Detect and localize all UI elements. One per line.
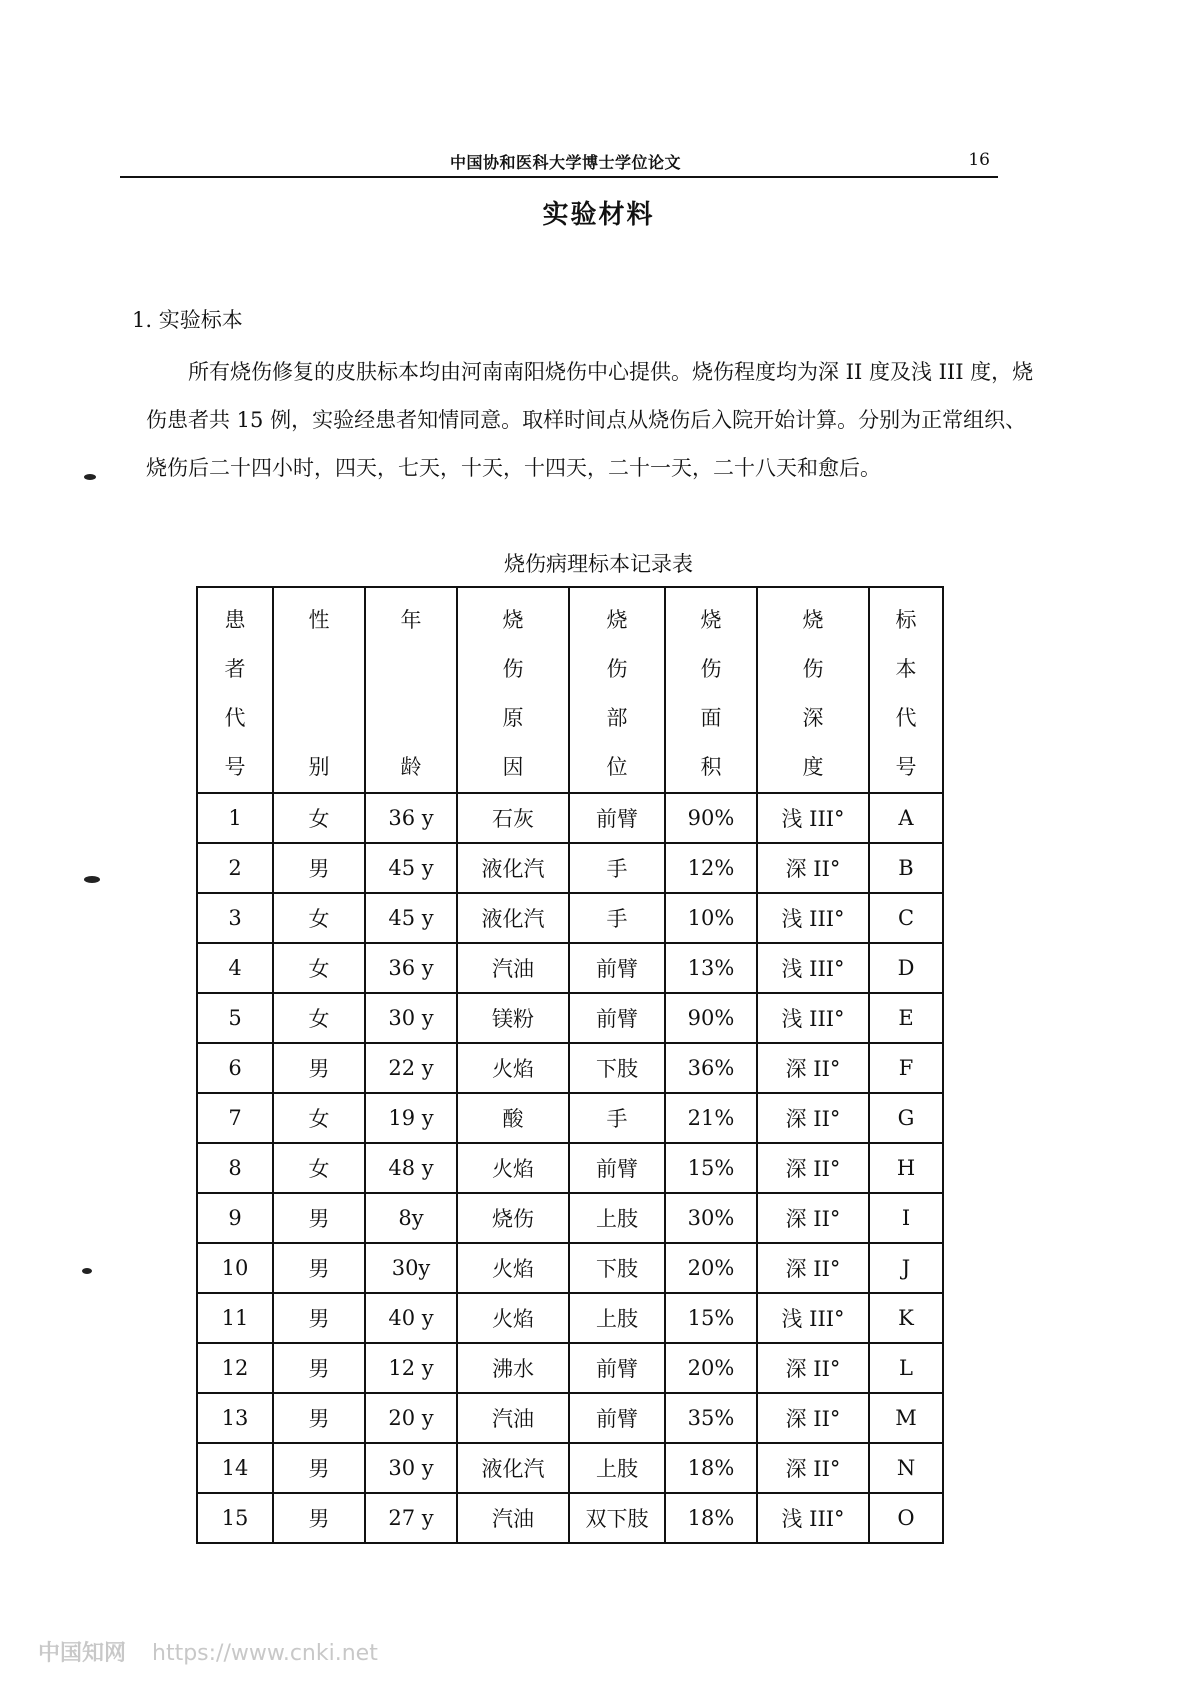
table-cell: 男 (273, 1193, 365, 1243)
header-char: 因 (502, 755, 524, 779)
table-cell: 前臂 (569, 1143, 665, 1193)
header-char: 度 (802, 755, 824, 779)
header-char: 烧 (606, 608, 628, 632)
header-char: 龄 (400, 755, 422, 779)
table-cell: 深 II° (757, 1243, 869, 1293)
table-cell: 汽油 (457, 1393, 569, 1443)
header-char (274, 645, 364, 694)
section-title: 实验材料 (542, 200, 655, 230)
table-cell: I (869, 1193, 943, 1243)
table-cell: 前臂 (569, 1343, 665, 1393)
header-char: 原 (502, 706, 524, 730)
subsection-heading: 1. 实验标本 (132, 308, 243, 332)
paragraph-text: 所有烧伤修复的皮肤标本均由河南南阳烧伤中心提供。烧伤程度均为深 II 度及浅 III 度，烧伤患者共 15 例，实验经患者知情同意。取样时间点从烧伤后入院开始计算。分别为正常组织、烧伤后二十四小时，四天，七天，十天，十四天，二十一天，二十八天和愈后。 (146, 360, 1034, 480)
scan-speck (84, 474, 96, 480)
header-char: 烧 (802, 608, 824, 632)
table-cell: 浅 III° (757, 793, 869, 843)
table-header-row (197, 587, 943, 793)
table-cell: D (869, 943, 943, 993)
table-row (197, 1093, 943, 1143)
table-cell: 浅 III° (757, 993, 869, 1043)
table-cell: 上肢 (569, 1443, 665, 1493)
header-char: 号 (895, 755, 917, 779)
table-cell: 1 (197, 793, 273, 843)
header-char: 性 (308, 608, 330, 632)
page-number: 16 (968, 150, 990, 170)
table-cell: 下肢 (569, 1243, 665, 1293)
table-cell: 48 y (365, 1143, 457, 1193)
table-row (197, 1043, 943, 1093)
header-char: 者 (224, 657, 246, 681)
table-row (197, 1143, 943, 1193)
table-cell: M (869, 1393, 943, 1443)
table-cell: 15% (665, 1293, 757, 1343)
table-cell: 手 (569, 893, 665, 943)
header-char: 积 (700, 755, 722, 779)
header-char: 伤 (802, 657, 824, 681)
header-char: 年 (400, 608, 422, 632)
table-cell: 90% (665, 793, 757, 843)
table-cell: 30 y (365, 993, 457, 1043)
table-cell: 27 y (365, 1493, 457, 1543)
table-header-cell (869, 587, 943, 793)
table-row (197, 1393, 943, 1443)
table-cell: B (869, 843, 943, 893)
table-cell: 汽油 (457, 943, 569, 993)
table-cell: 下肢 (569, 1043, 665, 1093)
table-cell: 19 y (365, 1093, 457, 1143)
table-cell: 9 (197, 1193, 273, 1243)
table-cell: C (869, 893, 943, 943)
table-cell: 深 II° (757, 1393, 869, 1443)
header-char (274, 694, 364, 743)
table-cell: 火焰 (457, 1243, 569, 1293)
table-cell: 12 y (365, 1343, 457, 1393)
table-cell: 火焰 (457, 1043, 569, 1093)
table-cell: 汽油 (457, 1493, 569, 1543)
table-cell: 4 (197, 943, 273, 993)
table-cell: 女 (273, 893, 365, 943)
table-cell: 浅 III° (757, 1493, 869, 1543)
scan-speck (82, 1268, 92, 1274)
table-header-cell (457, 587, 569, 793)
table-cell: 7 (197, 1093, 273, 1143)
table-cell: N (869, 1443, 943, 1493)
header-char (366, 645, 456, 694)
running-header (120, 150, 1000, 176)
table-row (197, 1293, 943, 1343)
table-cell: 30 y (365, 1443, 457, 1493)
table-cell: 21% (665, 1093, 757, 1143)
table-cell: 10% (665, 893, 757, 943)
table-row (197, 1343, 943, 1393)
watermark-cn: 中国知网 (38, 1641, 127, 1666)
table-header-cell (365, 587, 457, 793)
table-cell: 女 (273, 1143, 365, 1193)
table-caption: 烧伤病理标本记录表 (504, 552, 693, 576)
table-cell: 6 (197, 1043, 273, 1093)
table-cell: 45 y (365, 893, 457, 943)
table-cell: 10 (197, 1243, 273, 1293)
table-cell: 45 y (365, 843, 457, 893)
table-cell: 5 (197, 993, 273, 1043)
table-cell: 深 II° (757, 843, 869, 893)
table-cell: 36 y (365, 793, 457, 843)
table-row (197, 1493, 943, 1543)
table-cell: 前臂 (569, 793, 665, 843)
table-cell: 女 (273, 943, 365, 993)
table-cell: 8 (197, 1143, 273, 1193)
header-char: 号 (224, 755, 246, 779)
table-cell: 90% (665, 993, 757, 1043)
table-cell: 镁粉 (457, 993, 569, 1043)
table-cell: 火焰 (457, 1143, 569, 1193)
table-cell: 36 y (365, 943, 457, 993)
table-row (197, 1443, 943, 1493)
table-cell: 手 (569, 843, 665, 893)
table-cell: 13 (197, 1393, 273, 1443)
table-cell: 30% (665, 1193, 757, 1243)
header-char: 面 (700, 706, 722, 730)
cnki-watermark (38, 1636, 378, 1667)
table-cell: 液化汽 (457, 1443, 569, 1493)
table-cell: L (869, 1343, 943, 1393)
table-cell: 男 (273, 1343, 365, 1393)
table-cell: O (869, 1493, 943, 1543)
table-cell: 手 (569, 1093, 665, 1143)
table-header-cell (569, 587, 665, 793)
table-cell: G (869, 1093, 943, 1143)
table-cell: 男 (273, 1243, 365, 1293)
table-cell: 2 (197, 843, 273, 893)
table-cell: 浅 III° (757, 943, 869, 993)
table-cell: 12% (665, 843, 757, 893)
table-cell: 男 (273, 1293, 365, 1343)
table-row (197, 893, 943, 943)
table-cell: 男 (273, 1043, 365, 1093)
table-cell: 深 II° (757, 1143, 869, 1193)
table-cell: 12 (197, 1343, 273, 1393)
table-cell: H (869, 1143, 943, 1193)
table-row (197, 993, 943, 1043)
table-cell: K (869, 1293, 943, 1343)
table-header-cell (665, 587, 757, 793)
table-header-cell (273, 587, 365, 793)
table-cell: J (869, 1243, 943, 1293)
header-char: 伤 (606, 657, 628, 681)
table-cell: 40 y (365, 1293, 457, 1343)
table-cell: 3 (197, 893, 273, 943)
header-char: 别 (308, 755, 330, 779)
header-char: 本 (895, 657, 917, 681)
table-cell: 深 II° (757, 1443, 869, 1493)
table-cell: 11 (197, 1293, 273, 1343)
header-char: 标 (895, 608, 917, 632)
table-cell: 火焰 (457, 1293, 569, 1343)
table-cell: 13% (665, 943, 757, 993)
header-char: 烧 (502, 608, 524, 632)
table-row (197, 1243, 943, 1293)
scan-speck (84, 876, 100, 883)
header-char: 深 (802, 706, 824, 730)
table-row (197, 793, 943, 843)
table-cell: 20% (665, 1343, 757, 1393)
table-cell: E (869, 993, 943, 1043)
table-cell: 女 (273, 993, 365, 1043)
table-cell: 20 y (365, 1393, 457, 1443)
header-title: 中国协和医科大学博士学位论文 (450, 153, 682, 172)
table-cell: 35% (665, 1393, 757, 1443)
table-cell: 18% (665, 1493, 757, 1543)
table-cell: 女 (273, 1093, 365, 1143)
header-char: 伤 (700, 657, 722, 681)
header-rule (120, 176, 998, 178)
table-cell: 液化汽 (457, 893, 569, 943)
header-char: 位 (606, 755, 628, 779)
header-char: 伤 (502, 657, 524, 681)
table-header-cell (197, 587, 273, 793)
table-cell: 深 II° (757, 1043, 869, 1093)
table-row (197, 943, 943, 993)
table-row (197, 843, 943, 893)
table-cell: 36% (665, 1043, 757, 1093)
table-cell: 30y (365, 1243, 457, 1293)
table-cell: 22 y (365, 1043, 457, 1093)
header-char: 代 (224, 706, 246, 730)
table-cell: 浅 III° (757, 1293, 869, 1343)
table-row (197, 1193, 943, 1243)
table-cell: 上肢 (569, 1293, 665, 1343)
table-cell: 15 (197, 1493, 273, 1543)
table-cell: 液化汽 (457, 843, 569, 893)
table-cell: 前臂 (569, 993, 665, 1043)
watermark-url: https://www.cnki.net (152, 1641, 378, 1666)
table-cell: 石灰 (457, 793, 569, 843)
table-cell: 男 (273, 1393, 365, 1443)
table-cell: F (869, 1043, 943, 1093)
table-header-cell (757, 587, 869, 793)
burn-records-table (196, 586, 944, 1544)
table-cell: 8y (365, 1193, 457, 1243)
table-cell: 男 (273, 1443, 365, 1493)
table-cell: 酸 (457, 1093, 569, 1143)
table-cell: 深 II° (757, 1093, 869, 1143)
table-cell: 烧伤 (457, 1193, 569, 1243)
header-char: 代 (895, 706, 917, 730)
table-cell: 浅 III° (757, 893, 869, 943)
table-cell: 上肢 (569, 1193, 665, 1243)
table-cell: A (869, 793, 943, 843)
table-cell: 18% (665, 1443, 757, 1493)
body-paragraph (146, 348, 1046, 492)
header-char: 部 (606, 706, 628, 730)
table-cell: 沸水 (457, 1343, 569, 1393)
table-cell: 双下肢 (569, 1493, 665, 1543)
table-cell: 男 (273, 1493, 365, 1543)
header-char (366, 694, 456, 743)
table-cell: 20% (665, 1243, 757, 1293)
table-cell: 深 II° (757, 1193, 869, 1243)
table-cell: 15% (665, 1143, 757, 1193)
table-cell: 深 II° (757, 1343, 869, 1393)
table-cell: 前臂 (569, 1393, 665, 1443)
header-char: 患 (224, 608, 246, 632)
header-char: 烧 (700, 608, 722, 632)
table-cell: 前臂 (569, 943, 665, 993)
table-cell: 14 (197, 1443, 273, 1493)
table-cell: 女 (273, 793, 365, 843)
table-cell: 男 (273, 843, 365, 893)
